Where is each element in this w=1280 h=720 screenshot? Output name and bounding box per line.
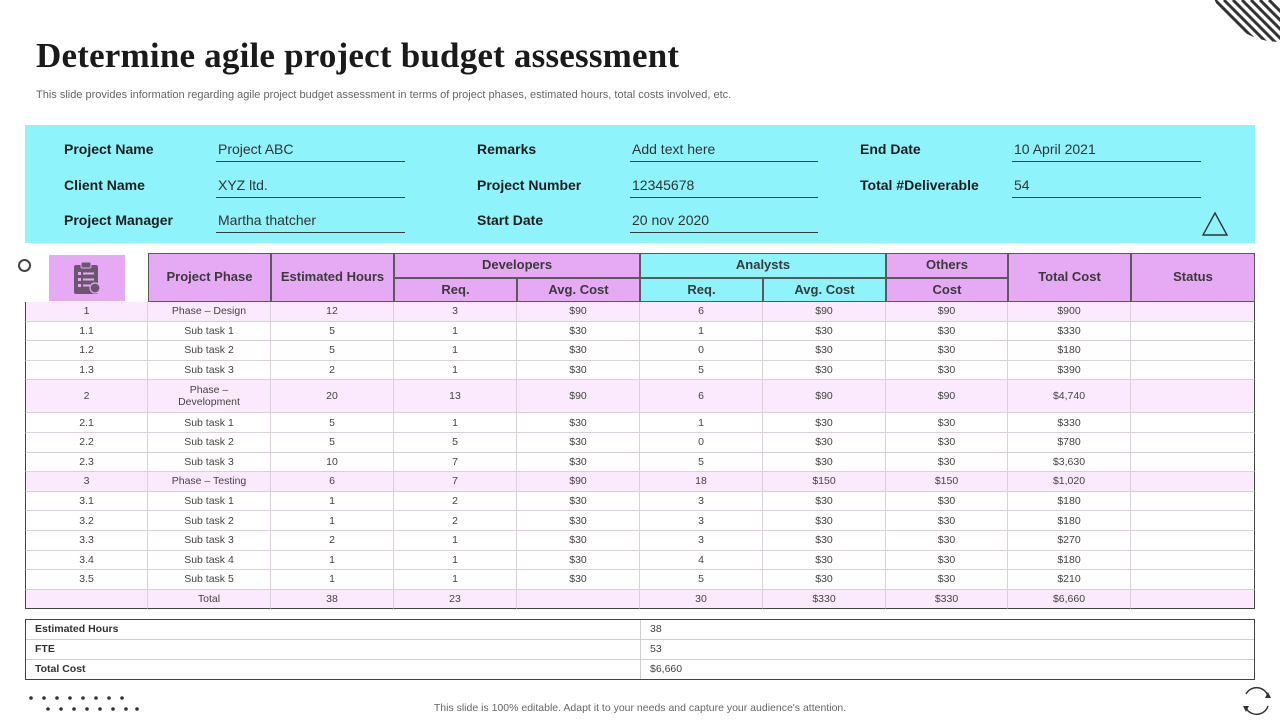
cell-dev-req: 5 [394, 433, 517, 453]
cell-status [1131, 531, 1255, 551]
cell-phase: Phase – Testing [148, 472, 271, 492]
cell-status [1131, 472, 1255, 492]
summary-label: FTE [35, 643, 55, 655]
circle-outline-icon [18, 259, 31, 272]
cell-analyst-cost: $30 [763, 531, 886, 551]
cell-dev-req: 1 [394, 322, 517, 342]
cell-others-cost: $30 [886, 511, 1008, 531]
cell-dev-req: 7 [394, 472, 517, 492]
cell-analyst-req: 6 [640, 302, 763, 322]
page-title: Determine agile project budget assessment [36, 36, 680, 75]
cell-phase: Sub task 4 [148, 551, 271, 571]
cell-analyst-cost: $30 [763, 341, 886, 361]
header-dev-avg-cost: Avg. Cost [517, 278, 640, 302]
cell-id: 1.1 [25, 322, 148, 342]
header-dev-req: Req. [394, 278, 517, 302]
cell-total-cost: $3,630 [1008, 453, 1131, 473]
project-name-field[interactable]: Project ABC [216, 140, 405, 162]
cell-analyst-cost: $150 [763, 472, 886, 492]
header-others-cost: Cost [886, 278, 1008, 302]
project-info-panel [25, 125, 1255, 243]
cell-status [1131, 322, 1255, 342]
project-manager-field[interactable]: Martha thatcher [216, 211, 405, 233]
cell-others-cost: $30 [886, 551, 1008, 571]
cell-dev-cost: $30 [517, 322, 640, 342]
cell-id: 3.5 [25, 570, 148, 590]
cell-hours: 10 [271, 453, 394, 473]
cell-hours: 1 [271, 570, 394, 590]
cell-analyst-req: 18 [640, 472, 763, 492]
cell-analyst-cost: $30 [763, 511, 886, 531]
cell-status [1131, 302, 1255, 322]
header-estimated-hours: Estimated Hours [271, 253, 394, 302]
cell-total-cost: $180 [1008, 511, 1131, 531]
cell-status [1131, 551, 1255, 571]
cell-dev-cost: $90 [517, 472, 640, 492]
cell-dev-cost: $30 [517, 551, 640, 571]
cell-dev-req: 1 [394, 551, 517, 571]
cell-total-cost: $900 [1008, 302, 1131, 322]
start-date-field[interactable]: 20 nov 2020 [630, 211, 818, 233]
end-date-label: End Date [860, 141, 921, 157]
cell-dev-cost: $30 [517, 511, 640, 531]
client-name-label: Client Name [64, 177, 145, 193]
summary-value: 38 [650, 623, 662, 635]
cell-dev-cost: $30 [517, 341, 640, 361]
cell-analyst-cost: $30 [763, 361, 886, 381]
clipboard-checklist-icon [49, 255, 125, 301]
cell-dev-cost: $30 [517, 413, 640, 433]
cell-phase: Sub task 1 [148, 322, 271, 342]
cell-phase: Sub task 3 [148, 531, 271, 551]
cell-hours: 5 [271, 413, 394, 433]
cell-others-cost: $90 [886, 302, 1008, 322]
cell-hours: 5 [271, 433, 394, 453]
cell-dev-cost: $30 [517, 531, 640, 551]
cell-phase: Sub task 2 [148, 341, 271, 361]
cell-others-cost: $30 [886, 341, 1008, 361]
cell-analyst-cost: $30 [763, 433, 886, 453]
cell-analyst-cost: $90 [763, 302, 886, 322]
cell-status [1131, 570, 1255, 590]
remarks-label: Remarks [477, 141, 537, 157]
cell-phase: Phase – Development [148, 380, 271, 413]
cell-phase: Sub task 3 [148, 361, 271, 381]
cell-hours: 12 [271, 302, 394, 322]
cell-status [1131, 492, 1255, 512]
cell-status [1131, 590, 1255, 610]
cell-dev-req: 1 [394, 531, 517, 551]
cell-phase: Phase – Design [148, 302, 271, 322]
cell-total-cost: $780 [1008, 433, 1131, 453]
cell-dev-req: 1 [394, 570, 517, 590]
cell-dev-cost: $90 [517, 380, 640, 413]
cell-total-cost: $6,660 [1008, 590, 1131, 610]
cell-analyst-req: 4 [640, 551, 763, 571]
cell-total-cost: $1,020 [1008, 472, 1131, 492]
cell-hours: 1 [271, 511, 394, 531]
cell-analyst-req: 6 [640, 380, 763, 413]
summary-row [26, 660, 1254, 680]
header-developers: Developers [394, 253, 640, 278]
cell-analyst-cost: $90 [763, 380, 886, 413]
cell-analyst-req: 3 [640, 492, 763, 512]
cell-analyst-cost: $330 [763, 590, 886, 610]
diagonal-stripes-icon [1170, 0, 1280, 44]
cell-dev-cost: $90 [517, 302, 640, 322]
cell-status [1131, 380, 1255, 413]
cell-phase: Sub task 1 [148, 492, 271, 512]
cell-id [25, 590, 148, 610]
total-deliverable-label: Total #Deliverable [860, 177, 979, 193]
cell-others-cost: $30 [886, 531, 1008, 551]
cell-others-cost: $30 [886, 453, 1008, 473]
cell-hours: 5 [271, 322, 394, 342]
summary-row [26, 640, 1254, 660]
cell-others-cost: $30 [886, 492, 1008, 512]
header-status: Status [1131, 253, 1255, 302]
cell-dev-req: 1 [394, 341, 517, 361]
cell-others-cost: $30 [886, 433, 1008, 453]
cell-id: 1.3 [25, 361, 148, 381]
project-number-label: Project Number [477, 177, 582, 193]
cell-status [1131, 453, 1255, 473]
cell-phase: Sub task 2 [148, 511, 271, 531]
cell-dev-req: 7 [394, 453, 517, 473]
cell-dev-cost: $30 [517, 453, 640, 473]
cell-analyst-req: 0 [640, 341, 763, 361]
cell-hours: 6 [271, 472, 394, 492]
cell-others-cost: $90 [886, 380, 1008, 413]
header-project-phase: Project Phase [148, 253, 271, 302]
cell-id: 2 [25, 380, 148, 413]
cell-hours: 1 [271, 551, 394, 571]
summary-label: Estimated Hours [35, 623, 119, 635]
summary-table [25, 619, 1255, 680]
cell-total-cost: $180 [1008, 341, 1131, 361]
cell-analyst-req: 1 [640, 413, 763, 433]
project-name-label: Project Name [64, 141, 154, 157]
cell-others-cost: $30 [886, 570, 1008, 590]
triangle-outline-icon [1201, 211, 1229, 237]
cell-id: 2.2 [25, 433, 148, 453]
cell-analyst-req: 5 [640, 570, 763, 590]
cell-analyst-cost: $30 [763, 413, 886, 433]
cell-phase: Total [148, 590, 271, 610]
cell-analyst-cost: $30 [763, 551, 886, 571]
cell-total-cost: $180 [1008, 492, 1131, 512]
cell-status [1131, 341, 1255, 361]
cell-phase: Sub task 2 [148, 433, 271, 453]
cell-dev-cost: $30 [517, 361, 640, 381]
summary-value: $6,660 [650, 663, 683, 675]
cell-others-cost: $330 [886, 590, 1008, 610]
cell-dev-req: 2 [394, 511, 517, 531]
cell-dev-cost: $30 [517, 570, 640, 590]
cell-phase: Sub task 3 [148, 453, 271, 473]
cell-analyst-req: 1 [640, 322, 763, 342]
cell-analyst-req: 5 [640, 453, 763, 473]
footer-note: This slide is 100% editable. Adapt it to your needs and capture your audience's attention. [433, 702, 847, 714]
cell-id: 3 [25, 472, 148, 492]
cell-others-cost: $30 [886, 413, 1008, 433]
cell-id: 3.4 [25, 551, 148, 571]
cell-status [1131, 433, 1255, 453]
cell-total-cost: $270 [1008, 531, 1131, 551]
cell-id: 3.1 [25, 492, 148, 512]
cell-dev-cost: $30 [517, 492, 640, 512]
cell-analyst-cost: $30 [763, 453, 886, 473]
cell-analyst-cost: $30 [763, 570, 886, 590]
cell-others-cost: $150 [886, 472, 1008, 492]
summary-label: Total Cost [35, 663, 86, 675]
end-date-field[interactable]: 10 April 2021 [1012, 140, 1201, 162]
cell-phase: Sub task 5 [148, 570, 271, 590]
start-date-label: Start Date [477, 212, 544, 228]
cell-hours: 2 [271, 531, 394, 551]
cell-dev-req: 2 [394, 492, 517, 512]
cell-status [1131, 413, 1255, 433]
remarks-field[interactable]: Add text here [630, 140, 818, 162]
cell-id: 1 [25, 302, 148, 322]
circular-arrows-icon [1238, 684, 1274, 718]
cell-total-cost: $390 [1008, 361, 1131, 381]
project-number-field[interactable]: 12345678 [630, 176, 818, 198]
cell-status [1131, 361, 1255, 381]
cell-status [1131, 511, 1255, 531]
cell-analyst-req: 0 [640, 433, 763, 453]
cell-analyst-cost: $30 [763, 492, 886, 512]
cell-total-cost: $4,740 [1008, 380, 1131, 413]
cell-id: 1.2 [25, 341, 148, 361]
cell-dev-req: 13 [394, 380, 517, 413]
cell-hours: 20 [271, 380, 394, 413]
cell-total-cost: $180 [1008, 551, 1131, 571]
header-analyst-req: Req. [640, 278, 763, 302]
summary-value: 53 [650, 643, 662, 655]
cell-others-cost: $30 [886, 361, 1008, 381]
summary-row [26, 620, 1254, 640]
header-total-cost: Total Cost [1008, 253, 1131, 302]
cell-analyst-req: 5 [640, 361, 763, 381]
cell-dev-req: 1 [394, 413, 517, 433]
cell-total-cost: $210 [1008, 570, 1131, 590]
cell-total-cost: $330 [1008, 413, 1131, 433]
cell-dev-req: 3 [394, 302, 517, 322]
client-name-field[interactable]: XYZ ltd. [216, 176, 405, 198]
cell-hours: 38 [271, 590, 394, 610]
header-others: Others [886, 253, 1008, 278]
cell-id: 3.3 [25, 531, 148, 551]
total-deliverable-field[interactable]: 54 [1012, 176, 1201, 198]
cell-dev-cost [517, 590, 640, 610]
cell-dev-cost: $30 [517, 433, 640, 453]
cell-hours: 1 [271, 492, 394, 512]
cell-dev-req: 23 [394, 590, 517, 610]
cell-dev-req: 1 [394, 361, 517, 381]
page-subtitle: This slide provides information regarding agile project budget assessment in terms of project phases, estimated hours, total costs involved, etc. [36, 89, 732, 101]
cell-total-cost: $330 [1008, 322, 1131, 342]
cell-analyst-req: 3 [640, 531, 763, 551]
cell-id: 2.3 [25, 453, 148, 473]
header-analyst-avg-cost: Avg. Cost [763, 278, 886, 302]
cell-hours: 2 [271, 361, 394, 381]
cell-analyst-cost: $30 [763, 322, 886, 342]
cell-others-cost: $30 [886, 322, 1008, 342]
cell-id: 2.1 [25, 413, 148, 433]
cell-analyst-req: 3 [640, 511, 763, 531]
project-manager-label: Project Manager [64, 212, 173, 228]
cell-analyst-req: 30 [640, 590, 763, 610]
cell-hours: 5 [271, 341, 394, 361]
header-analysts: Analysts [640, 253, 886, 278]
cell-id: 3.2 [25, 511, 148, 531]
cell-phase: Sub task 1 [148, 413, 271, 433]
